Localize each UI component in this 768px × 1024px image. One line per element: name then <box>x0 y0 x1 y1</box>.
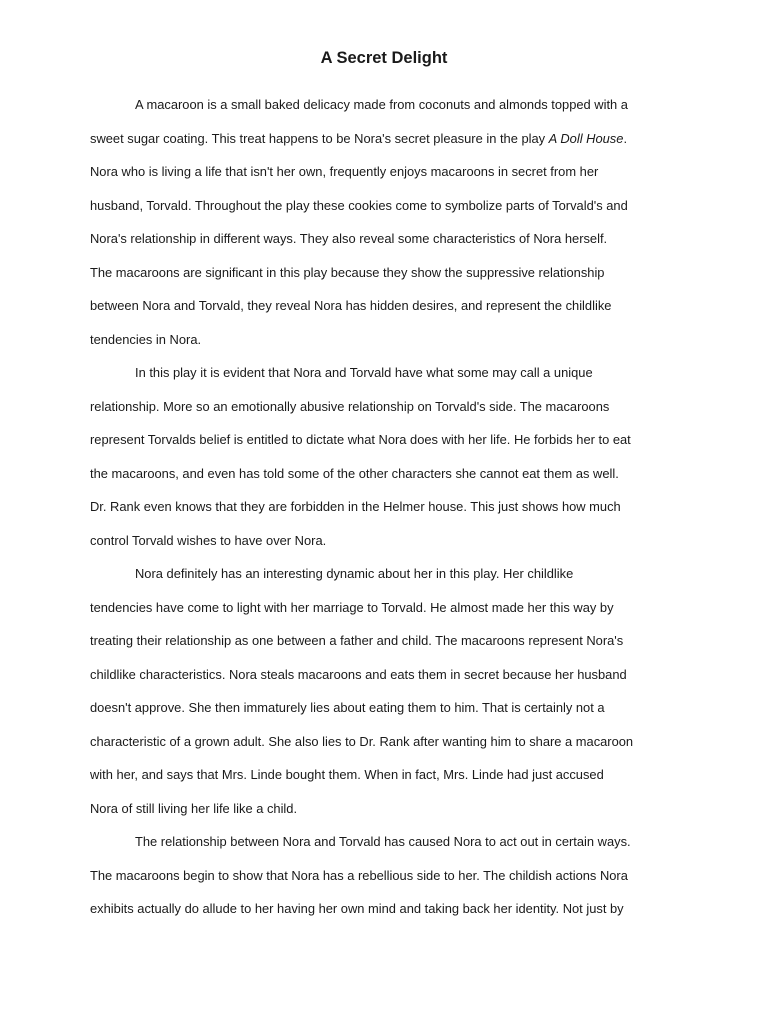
play-title-italic: A Doll House <box>548 130 624 146</box>
text-line: The relationship between Nora and Torvald has caused Nora to act out in certain ways. <box>135 834 631 849</box>
text-line: tendencies have come to light with her marriage to Torvald. He almost made her this way by <box>90 599 614 615</box>
text-segment: . <box>623 130 628 146</box>
text-line: childlike characteristics. Nora steals macaroons and eats them in secret because her husband <box>90 666 627 682</box>
text-line: Dr. Rank even knows that they are forbidden in the Helmer house. This just shows how much <box>90 499 621 514</box>
text-line: tendencies in Nora. <box>90 331 202 347</box>
text-line: The macaroons begin to show that Nora has a rebellious side to her. The childish actions Nora <box>90 867 628 883</box>
text-line: The macaroons are significant in this play because they show the suppressive relationship <box>90 264 605 280</box>
text-line <box>90 122 678 156</box>
text-line: husband, Torvald. Throughout the play these cookies come to symbolize parts of Torvald's and <box>90 197 628 213</box>
text-line: with her, and says that Mrs. Linde bought them. When in fact, Mrs. Linde had just accused <box>90 767 604 782</box>
text-line: relationship. More so an emotionally abusive relationship on Torvald's side. The macaroons <box>90 398 610 414</box>
text-line: Nora's relationship in different ways. They also reveal some characteristics of Nora herself. <box>90 231 608 246</box>
text-line: doesn't approve. She then immaturely lies about eating them to him. That is certainly not a <box>90 700 605 715</box>
text-line: control Torvald wishes to have over Nora. <box>90 532 327 548</box>
text-line: A macaroon is a small baked delicacy made from coconuts and almonds topped with a <box>135 97 628 112</box>
paragraph-4 <box>90 825 678 926</box>
document-title: A Secret Delight <box>320 49 448 67</box>
paragraph-2 <box>90 356 678 557</box>
text-segment: sweet sugar coating. This treat happens to be Nora's secret pleasure in the play <box>90 130 549 146</box>
text-line: represent Torvalds belief is entitled to dictate what Nora does with her life. He forbids her to eat <box>90 432 631 447</box>
text-line: the macaroons, and even has told some of the other characters she cannot eat them as well. <box>90 465 619 481</box>
text-line: Nora who is living a life that isn't her own, frequently enjoys macaroons in secret from her <box>90 164 599 179</box>
paragraph-1 <box>90 88 678 356</box>
paragraph-3 <box>90 557 678 825</box>
text-line: Nora definitely has an interesting dynamic about her in this play. Her childlike <box>135 566 574 581</box>
text-line: Nora of still living her life like a child. <box>90 800 298 816</box>
text-line: between Nora and Torvald, they reveal Nora has hidden desires, and represent the childlike <box>90 298 612 313</box>
text-line: treating their relationship as one between a father and child. The macaroons represent Nora's <box>90 633 624 648</box>
text-line: exhibits actually do allude to her having her own mind and taking back her identity. Not just by <box>90 901 624 916</box>
text-line: characteristic of a grown adult. She also lies to Dr. Rank after wanting him to share a macaroon <box>90 733 634 749</box>
text-line: In this play it is evident that Nora and Torvald have what some may call a unique <box>135 365 593 380</box>
document-body <box>90 88 678 926</box>
